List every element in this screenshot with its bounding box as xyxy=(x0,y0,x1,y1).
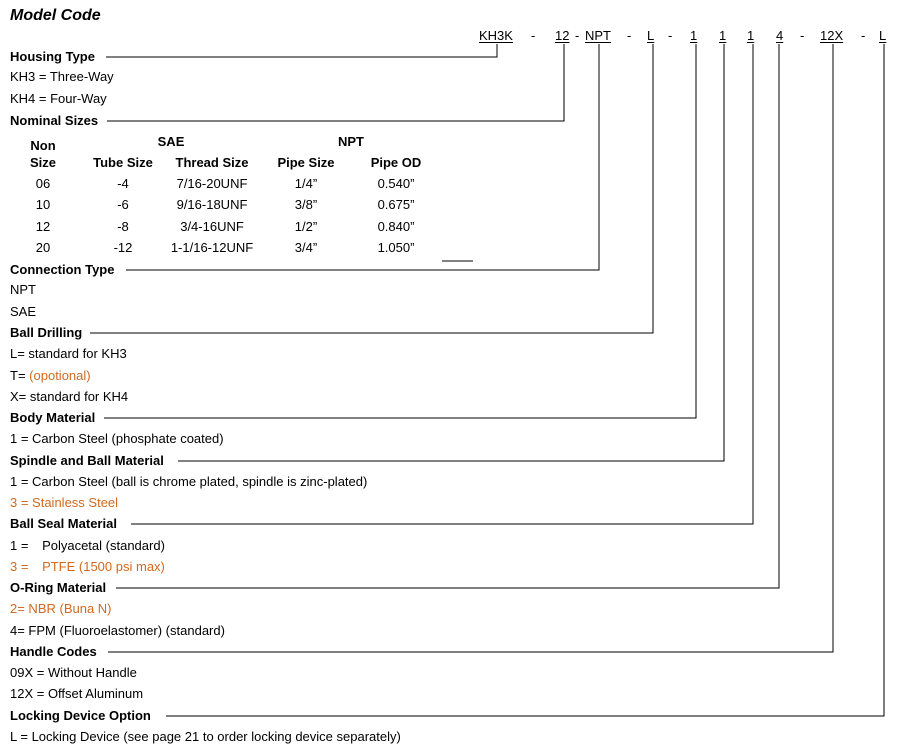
code-separator: - xyxy=(861,28,866,43)
locking-option: L = Locking Device (see page 21 to order locking device separately) xyxy=(10,729,401,744)
table-cell: -12 xyxy=(113,240,133,255)
table-cell: -6 xyxy=(117,197,129,212)
code-separator: - xyxy=(575,28,580,43)
connector-housing xyxy=(106,44,497,57)
ball-drilling-option xyxy=(10,369,91,382)
page-title: Model Code xyxy=(10,7,101,24)
oring-material-option: 2= NBR (Buna N) xyxy=(10,601,112,616)
ball-drilling-header: Ball Drilling xyxy=(10,325,83,340)
table-cell: 7/16-20UNF xyxy=(176,176,248,191)
code-handle: 12X xyxy=(820,28,844,43)
code-housing: KH3K xyxy=(479,28,513,43)
option-code: 3 = xyxy=(10,559,29,574)
option-description: (opotional) xyxy=(29,368,91,383)
table-column-header: Pipe OD xyxy=(370,155,422,170)
table-cell: 20 xyxy=(35,240,51,255)
table-cell: 06 xyxy=(35,176,51,191)
connector-spindle xyxy=(175,44,724,461)
housing-type-header: Housing Type xyxy=(10,49,95,64)
table-cell: 12 xyxy=(35,219,51,234)
table-column-header: Tube Size xyxy=(93,155,153,170)
table-cell: 3/8” xyxy=(294,197,318,212)
table-column-header: Pipe Size xyxy=(277,155,335,170)
housing-option: KH4 = Four-Way xyxy=(10,91,107,106)
table-cell: -4 xyxy=(117,176,129,191)
code-separator: - xyxy=(800,28,805,43)
oring-material-header: O-Ring Material xyxy=(10,580,107,595)
connector-size xyxy=(107,44,564,121)
option-code: T= xyxy=(10,368,26,383)
spindle-material-option: 3 = Stainless Steel xyxy=(10,495,119,510)
table-column-header: Size xyxy=(29,155,57,170)
seal-material-option xyxy=(10,560,165,573)
code-size: 12 xyxy=(555,28,570,43)
handle-option: 12X = Offset Aluminum xyxy=(10,686,144,701)
code-locking: L xyxy=(879,28,887,43)
connection-option: NPT xyxy=(10,282,36,297)
spindle-ball-material-header: Spindle and Ball Material xyxy=(10,453,164,468)
connector-oring xyxy=(113,44,779,588)
handle-option: 09X = Without Handle xyxy=(10,665,137,680)
oring-material-option: 4= FPM (Fluoroelastomer) (standard) xyxy=(10,623,225,638)
body-material-option: 1 = Carbon Steel (phosphate coated) xyxy=(10,431,224,446)
table-column-header: Thread Size xyxy=(175,155,249,170)
table-cell: 3/4-16UNF xyxy=(180,219,244,234)
ball-seal-material-header: Ball Seal Material xyxy=(10,516,117,531)
table-cell: 1.050” xyxy=(377,240,415,255)
nominal-sizes-header: Nominal Sizes xyxy=(10,113,99,128)
table-group-header-npt: NPT xyxy=(338,134,364,149)
body-material-header: Body Material xyxy=(10,410,96,425)
table-cell: 9/16-18UNF xyxy=(176,197,248,212)
connection-option: SAE xyxy=(10,304,37,319)
code-body: 1 xyxy=(690,28,698,43)
table-cell: 0.675” xyxy=(377,197,415,212)
housing-option: KH3 = Three-Way xyxy=(10,69,114,84)
table-cell: 1/4” xyxy=(294,176,318,191)
option-code: 1 = xyxy=(10,538,29,553)
connection-type-header: Connection Type xyxy=(10,262,115,277)
code-separator: - xyxy=(531,28,536,43)
connector-seal xyxy=(131,44,753,524)
connector-ball-drilling xyxy=(90,44,653,333)
code-ball-drilling: L xyxy=(647,28,655,43)
code-spindle: 1 xyxy=(719,28,727,43)
ball-drilling-option: X= standard for KH4 xyxy=(10,389,129,404)
table-cell: 10 xyxy=(35,197,51,212)
spindle-material-option: 1 = Carbon Steel (ball is chrome plated, spindle is zinc-plated) xyxy=(10,474,368,489)
ball-drilling-option: L= standard for KH3 xyxy=(10,346,127,361)
code-connection: NPT xyxy=(585,28,611,43)
code-oring: 4 xyxy=(776,28,784,43)
connector-locking xyxy=(166,44,884,716)
table-column-header: Non xyxy=(30,138,56,153)
seal-material-option xyxy=(10,539,165,552)
option-description: Polyacetal (standard) xyxy=(42,538,165,553)
table-cell: 3/4” xyxy=(294,240,318,255)
table-cell: 1/2” xyxy=(294,219,318,234)
table-cell: 1-1/16-12UNF xyxy=(170,240,254,255)
handle-codes-header: Handle Codes xyxy=(10,644,97,659)
table-cell: 0.840” xyxy=(377,219,415,234)
table-cell: -8 xyxy=(117,219,129,234)
code-separator: - xyxy=(668,28,673,43)
table-cell: 0.540” xyxy=(377,176,415,191)
option-description: PTFE (1500 psi max) xyxy=(42,559,165,574)
code-seal: 1 xyxy=(747,28,755,43)
code-separator: - xyxy=(627,28,632,43)
locking-device-header: Locking Device Option xyxy=(10,708,151,723)
table-group-header-sae: SAE xyxy=(157,134,185,149)
